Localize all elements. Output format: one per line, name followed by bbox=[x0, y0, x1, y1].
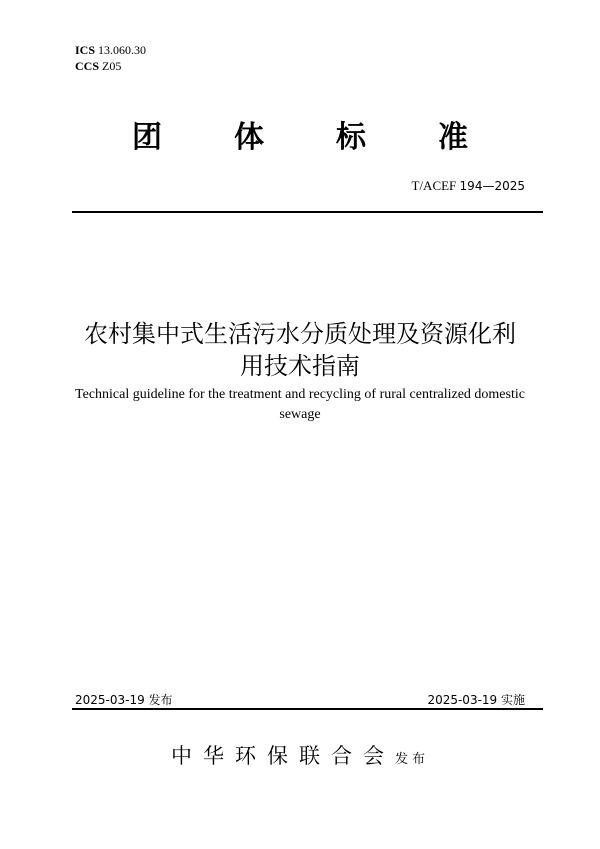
classification-codes bbox=[75, 42, 146, 74]
standard-type-heading: 团 体 标 准 bbox=[132, 120, 468, 155]
ccs-code: CCS Z05 bbox=[75, 59, 122, 73]
top-divider bbox=[72, 211, 543, 213]
bottom-divider bbox=[72, 708, 543, 710]
chinese-title: 农村集中式生活污水分质处理及资源化利 用技术指南 bbox=[84, 320, 516, 380]
english-title: Technical guideline for the treatment and recycling of rural centralized domestic sewage bbox=[75, 387, 525, 422]
publisher: 中华环保联合会发布 bbox=[170, 744, 429, 768]
issue-date: 2025-03-19 发布 bbox=[75, 693, 173, 707]
standard-number: T/ACEF 194—2025 bbox=[411, 178, 525, 193]
ics-code: ICS 13.060.30 bbox=[75, 43, 147, 57]
implementation-date: 2025-03-19 实施 bbox=[427, 693, 525, 707]
